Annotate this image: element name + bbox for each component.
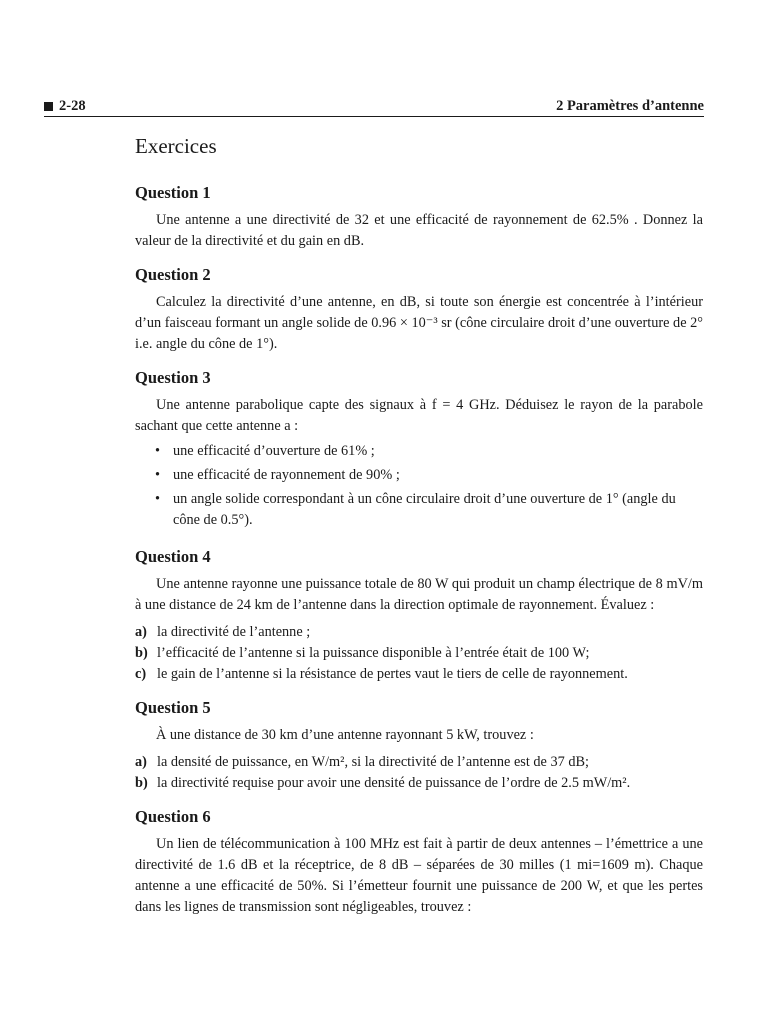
list-item [135,773,703,794]
list-item-text: la directivité de l’antenne ; [157,624,311,640]
question-1-heading: Question 1 [135,183,211,202]
list-item [155,489,703,531]
list-item [135,664,703,685]
question-4-text: Une antenne rayonne une puissance totale de 80 W qui produit un champ électrique de 8 mV/m à une distance de 24 km de l’antenne dans la direction optimale de rayonnement. Évaluez : [135,576,703,613]
question-4-heading: Question 4 [135,547,211,566]
list-item-text: une efficacité de rayonnement de 90% ; [173,467,400,483]
question-2-heading: Question 2 [135,265,211,284]
list-item [135,752,703,773]
question-3-heading: Question 3 [135,368,211,387]
list-item-label: c) [135,666,147,682]
list-item-text: un angle solide correspondant à un cône circulaire droit d’une ouverture de 1° (angle du cône de 0.5°). [173,491,676,528]
bullet-icon: • [155,491,161,507]
list-item-label: a) [135,624,147,640]
list-item-label: a) [135,754,147,770]
header-left [44,98,86,115]
list-item-label: b) [135,645,148,661]
question-1-text: Une antenne a une directivité de 32 et une efficacité de rayonnement de 62.5% . Donnez la valeur de la directivité et du gain en dB. [135,212,703,249]
bullet-icon: • [155,443,161,459]
list-item-label: b) [135,775,148,791]
bullet-icon: • [155,467,161,483]
question-4-list [135,622,703,685]
question-6-text: Un lien de télécommunication à 100 MHz est fait à partir de deux antennes – l’émettrice a une directivité de 1.6 dB et la réceptrice, de 8 dB – séparées de 30 milles (1 mi=1609 m). Chaque antenne a une efficacité de 50%. Si l’émetteur fournit une puissance de 200 W, et que les pertes dans les lignes de transmission sont négligeables, trouvez : [135,836,703,915]
list-item [155,465,703,486]
question-5-heading: Question 5 [135,698,211,717]
list-item [135,643,703,664]
question-5-text: À une distance de 30 km d’une antenne rayonnant 5 kW, trouvez : [156,727,534,743]
list-item-text: le gain de l’antenne si la résistance de pertes vaut le tiers de celle de rayonnement. [157,666,628,682]
question-3-text: Une antenne parabolique capte des signaux à f = 4 GHz. Déduisez le rayon de la parabole sachant que cette antenne a : [135,397,703,434]
chapter-title: 2 Paramètres d’antenne [556,98,704,114]
list-item-text: la directivité requise pour avoir une densité de puissance de l’ordre de 2.5 mW/m². [157,775,631,791]
running-header [44,96,704,117]
list-item [135,622,703,643]
question-6-heading: Question 6 [135,807,211,826]
question-3-list [135,441,703,531]
question-5-list [135,752,703,794]
black-square-icon [44,102,53,111]
section-title: Exercices [135,134,217,158]
page-content [135,128,703,918]
question-2-text: Calculez la directivité d’une antenne, en dB, si toute son énergie est concentrée à l’intérieur d’un faisceau formant un angle solide de 0.96 × 10⁻³ sr (cône circulaire droit d’une ouverture de 2° i.e. angle du cône de 1°). [135,294,703,352]
list-item-text: une efficacité d’ouverture de 61% ; [173,443,375,459]
list-item-text: l’efficacité de l’antenne si la puissance disponible à l’entrée était de 100 W; [157,645,590,661]
list-item [155,441,703,462]
page-number: 2-28 [59,98,86,114]
list-item-text: la densité de puissance, en W/m², si la directivité de l’antenne est de 37 dB; [157,754,590,770]
